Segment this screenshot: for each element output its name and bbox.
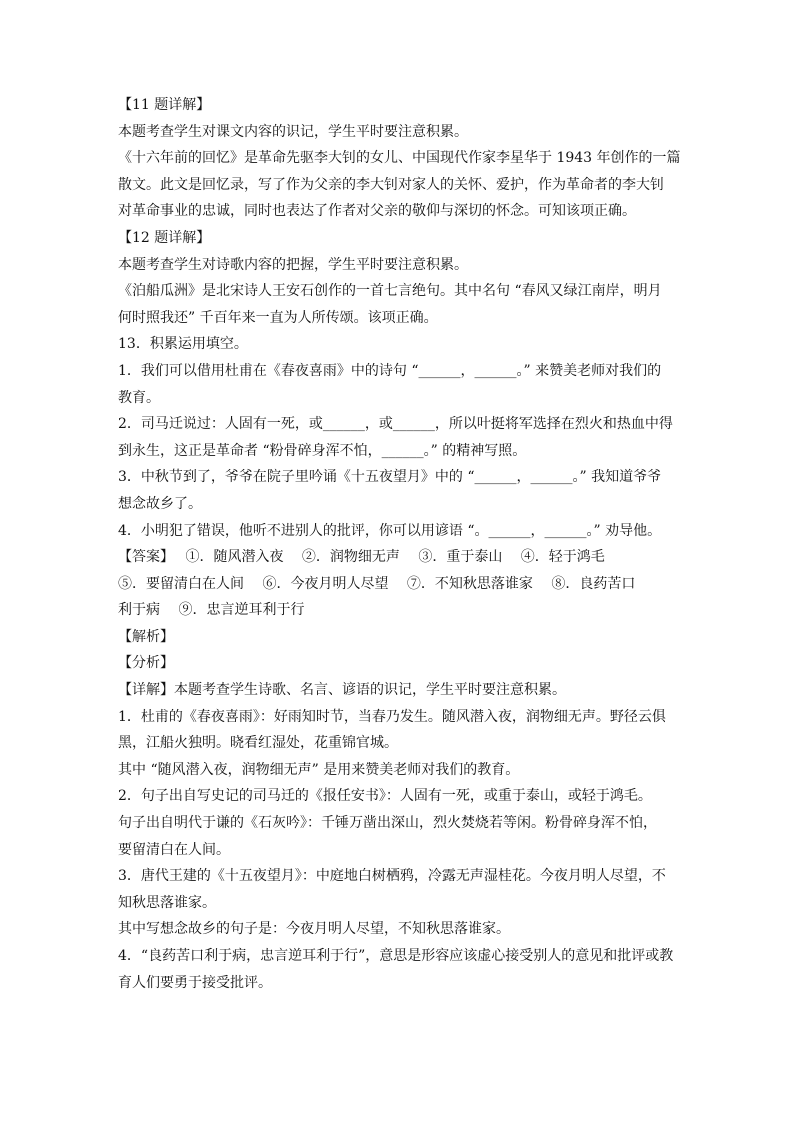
explanation-line: 4．“良药苦口利于病，忠言逆耳利于行”，意思是形容应该虚心接受别人的意见和批评或教: [118, 948, 674, 964]
question-item: 1．我们可以借用杜甫在《春夜喜雨》中的诗句 “______，______。” 来赞美老师对我们的: [118, 362, 662, 379]
paragraph-line: 何时照我还” 千百年来一直为人所传颂。该项正确。: [118, 309, 438, 326]
heading-analysis: 【解析】: [118, 628, 174, 645]
question-item: 4．小明犯了错误，他听不进别人的批评，你可以用谚语 “。______，______。” 劝导他。: [118, 522, 662, 539]
question-item: 3．中秋节到了，爷爷在院子里吟诵《十五夜望月》中的 “______，______。” 我知道爷爷: [118, 469, 662, 486]
question-item: 教育。: [118, 389, 160, 406]
question-13-title: 13．积累运用填空。: [118, 336, 248, 353]
paragraph-line: 本题考查学生对诗歌内容的把握，学生平时要注意积累。: [118, 256, 468, 273]
document-body: [118, 92, 684, 996]
heading-analysis-detail: 【分析】: [118, 655, 174, 672]
explanation-line: 知秋思落谁家。: [118, 894, 216, 911]
heading-q12: 【12 题详解】: [118, 229, 211, 246]
explanation-line: 要留清白在人间。: [118, 841, 230, 858]
paragraph-line: 《十六年前的回忆》是革命先驱李大钊的女儿、中国现代作家李星华于 1943 年创作的一篇: [118, 150, 681, 167]
heading-q11: 【11 题详解】: [118, 97, 211, 113]
question-item: 2．司马迁说过：人固有一死，或______，或______，所以叶挺将军选择在烈火和热血中得: [118, 416, 673, 433]
answer-line: 【答案】 ①．随风潜入夜 ②．润物细无声 ③．重于泰山 ④．轻于鸿毛: [118, 549, 605, 566]
answer-line: ⑤．要留清白在人间 ⑥．今夜月明人尽望 ⑦．不知秋思落谁家 ⑧．良药苦口: [118, 575, 636, 592]
explanation-line: 黑，江船火独明。晓看红湿处，花重锦官城。: [118, 735, 398, 752]
paragraph-line: 散文。此文是回忆录，写了作为父亲的李大钊对家人的关怀、爱护，作为革命者的李大钊: [118, 176, 664, 193]
explanation-line: 【详解】本题考查学生诗歌、名言、谚语的识记，学生平时要注意积累。: [118, 682, 566, 699]
answer-line: 利于病 ⑨．忠言逆耳利于行: [118, 602, 305, 619]
paragraph-line: 对革命事业的忠诚，同时也表达了作者对父亲的敬仰与深切的怀念。可知该项正确。: [118, 203, 636, 220]
explanation-line: 2．句子出自写史记的司马迁的《报任安书》：人固有一死，或重于泰山，或轻于鸿毛。: [118, 788, 652, 805]
explanation-line: 句子出自明代于谦的《石灰吟》：千锤万凿出深山，烈火焚烧若等闲。粉骨碎身浑不怕，: [118, 815, 657, 832]
explanation-line: 其中 “随风潜入夜，润物细无声” 是用来赞美老师对我们的教育。: [118, 761, 520, 778]
explanation-line: 育人们要勇于接受批评。: [118, 974, 272, 991]
explanation-line: 1．杜甫的《春夜喜雨》：好雨知时节，当春乃发生。随风潜入夜，润物细无声。野径云俱: [118, 708, 666, 725]
paragraph-line: 《泊船瓜洲》是北宋诗人王安石创作的一首七言绝句。其中名句 “春风又绿江南岸，明月: [118, 283, 662, 300]
question-item: 想念故乡了。: [118, 495, 202, 512]
paragraph-line: 本题考查学生对课文内容的识记，学生平时要注意积累。: [118, 123, 468, 140]
explanation-line: 3．唐代王建的《十五夜望月》：中庭地白树栖鸦，冷露无声湿桂花。今夜月明人尽望，不: [118, 868, 666, 885]
question-item: 到永生，这正是革命者 “粉骨碎身浑不怕，______。” 的精神写照。: [118, 442, 527, 459]
explanation-line: 其中写想念故乡的句子是：今夜月明人尽望，不知秋思落谁家。: [118, 921, 510, 938]
